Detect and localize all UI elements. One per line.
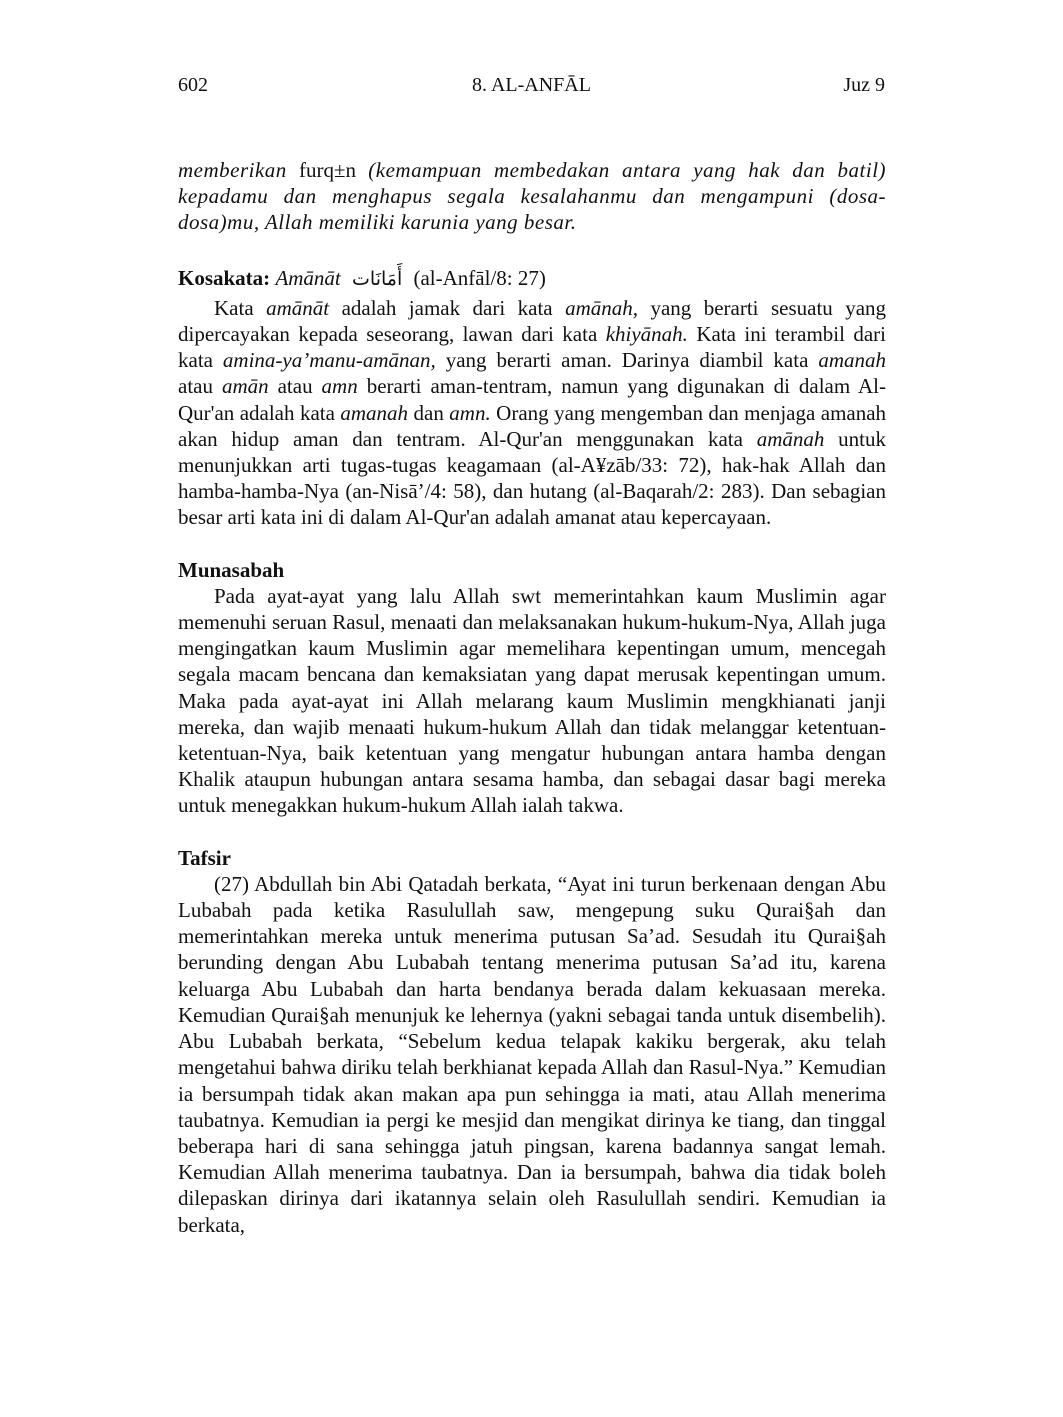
munasabah-paragraph: Pada ayat-ayat yang lalu Allah swt memerintahkan kaum Muslimin agar memenuhi seruan Rasul, menaati dan melaksanakan hukum-hukum-Nya, Allah juga mengingatkan kaum Muslimin agar memelihara kepentingan umum, mencegah segala macam bencana dan kemaksiatan yang dapat merusak kepentingan umum. Maka pada ayat-ayat ini Allah melarang kaum Muslimin mengkhianati janji mereka, dan wajib menaati hukum-hukum Allah dan tidak melanggar ketentuan-ketentuan-Nya, baik ketentuan yang mengatur hubungan antara hamba dengan Khalik ataupun hubungan antara sesama hamba, dan sebagai dasar bagi mereka untuk menegakkan hukum-hukum Allah ialah takwa. xyxy=(178,583,886,818)
translation-continuation xyxy=(178,157,886,236)
kosakata-heading-line xyxy=(178,265,886,292)
kosakata-label: Kosakata: xyxy=(178,265,271,290)
chapter-title: 8. AL-ANFĀL xyxy=(472,74,591,96)
intro-text-2: (kemampuan membedakan antara yang hak dan batil) kepadamu dan menghapus segala kesalahanmu dan mengampuni (dosa-dosa)mu, Allah memiliki karunia yang besar. xyxy=(178,158,887,235)
intro-text-1: memberikan xyxy=(178,158,287,182)
kosakata-ref: (al-Anfāl/8: 27) xyxy=(413,265,546,290)
kosakata-term: Amānāt xyxy=(275,265,341,290)
intro-term-furqan: furq±n xyxy=(299,158,357,182)
munasabah-heading: Munasabah xyxy=(178,557,285,582)
kosakata-arabic: أَمَانَات xyxy=(352,267,403,290)
page-body xyxy=(178,157,886,1238)
kosakata-paragraph: Kata amānāt adalah jamak dari kata amānah, yang berarti sesuatu yang dipercayakan kepada seseorang, lawan dari kata khiyānah. Kata ini terambil dari kata amina-ya’manu-amānan, yang berarti aman. Darinya diambil kata amanah atau amān atau amn berarti aman-tentram, namun yang digunakan di dalam Al-Qur'an adalah kata amanah dan amn. Orang yang mengemban dan menjaga amanah akan hidup aman dan tentram. Al-Qur'an menggunakan kata amānah untuk menunjukkan arti tugas-tugas keagamaan (al-A¥zāb/33: 72), hak-hak Allah dan hamba-hamba-Nya (an-Nisā’/4: 58), dan hutang (al-Baqarah/2: 283). Dan sebagian besar arti kata ini di dalam Al-Qur'an adalah amanat atau kepercayaan. xyxy=(178,295,887,530)
tafsir-heading: Tafsir xyxy=(178,845,231,870)
running-header xyxy=(178,74,885,97)
page-number: 602 xyxy=(178,74,208,96)
tafsir-paragraph: (27) Abdullah bin Abi Qatadah berkata, “Ayat ini turun berkenaan dengan Abu Lubabah pada ketika Rasulullah saw, mengepung suku Qurai§ah dan memerintahkan mereka untuk menerima putusan Sa’ad. Sesudah itu Qurai§ah berunding dengan Abu Lubabah tentang menerima putusan Sa’ad itu, karena keluarga Abu Lubabah dan harta bendanya berada dalam kekuasaan mereka. Kemudian Qurai§ah menunjuk ke lehernya (yakni sebagai tanda untuk disembelih). Abu Lubabah berkata, “Sebelum kedua telapak kakiku bergerak, aku telah mengetahui bahwa diriku telah berkhianat kepada Allah dan Rasul-Nya.” Kemudian ia bersumpah tidak akan makan apa pun sehingga ia mati, atau Allah menerima taubatnya. Kemudian ia pergi ke mesjid dan mengikat dirinya ke tiang, dan tinggal beberapa hari di sana sehingga jatuh pingsan, karena badannya sangat lemah. Kemudian Allah menerima taubatnya. Dan ia bersumpah, bahwa dia tidak boleh dilepaskan dirinya dari ikatannya selain oleh Rasulullah sendiri. Kemudian ia berkata, xyxy=(178,871,886,1237)
juz-label: Juz 9 xyxy=(843,74,885,96)
